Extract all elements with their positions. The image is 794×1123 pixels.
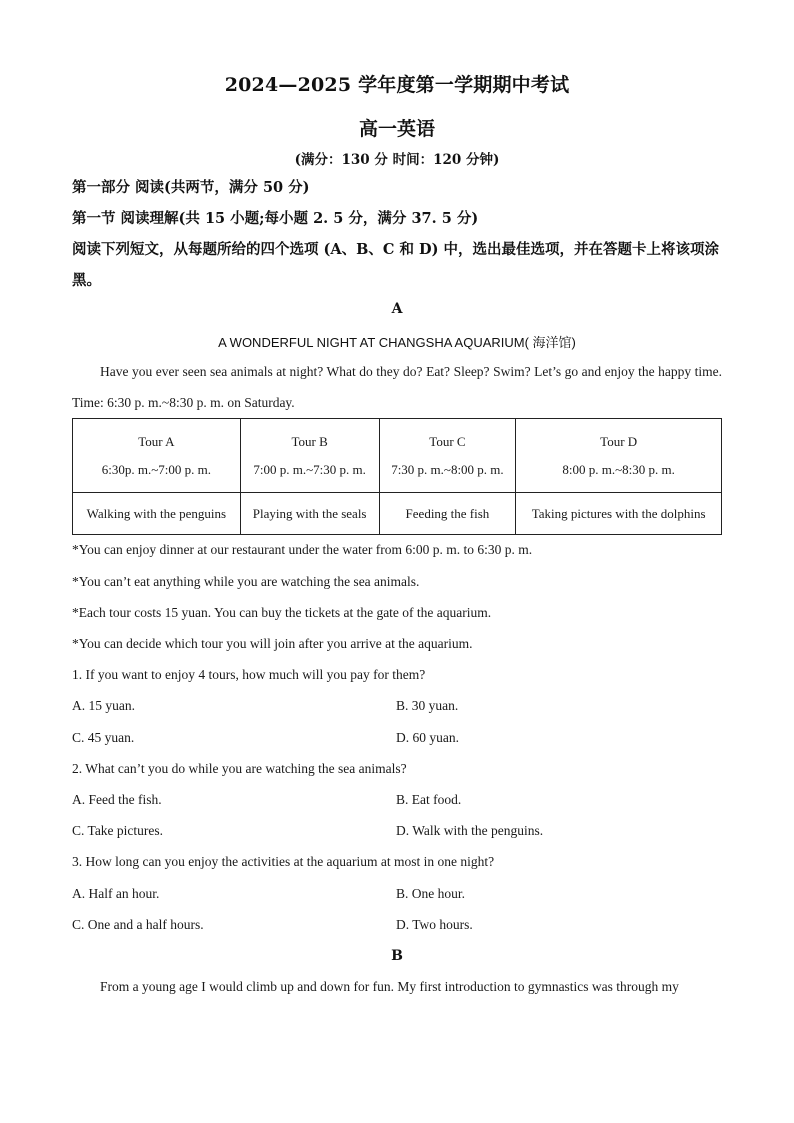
passage-b-letter: B [391, 948, 403, 964]
answer-option: C. 45 yuan. [72, 730, 135, 745]
tour-activity: Taking pictures with the dolphins [516, 493, 722, 535]
passage-b-text: From a young age I would climb up and down for fun. My first introduction to gymnastics was through my [100, 979, 679, 994]
instruction: 阅读下列短文，从每题所给的四个选项 (A、B、C 和 D) 中，选出最佳选项，并在答题卡上将该项涂黑。 [72, 241, 720, 289]
tour-time: 8:00 p. m.~8:30 p. m. [562, 461, 675, 477]
section-heading: 第一节 阅读理解(共 15 小题;每小题 2. 5 分，满分 37. 5 分) [72, 210, 479, 227]
tour-activity-row [73, 493, 722, 535]
tour-cell [73, 419, 241, 493]
tour-cell [516, 419, 722, 493]
answer-option: A. 15 yuan. [72, 698, 135, 713]
answer-option: B. Eat food. [396, 792, 462, 807]
answer-option: C. One and a half hours. [72, 917, 204, 932]
tour-header-row [73, 419, 722, 493]
tour-time: 7:00 p. m.~7:30 p. m. [253, 461, 366, 477]
note-item: *Each tour costs 15 yuan. You can buy the tickets at the gate of the aquarium. [72, 605, 492, 620]
answer-option: A. Half an hour. [72, 886, 160, 901]
tour-activity: Walking with the penguins [73, 493, 241, 535]
tour-activity: Feeding the fish [379, 493, 516, 535]
tour-name: Tour B [291, 433, 328, 449]
tour-table [72, 418, 722, 535]
passage-a-intro: Have you ever seen sea animals at night? What do they do? Eat? Sleep? Swim? Let’s go and enjoy the happy time. Time: 6:30 p. m.~8:30 p. m. on Saturday. [72, 364, 722, 410]
tour-activity: Playing with the seals [240, 493, 379, 535]
exam-note: (满分：130 分 时间：120 分钟) [294, 152, 500, 168]
question-stem: 2. What can’t you do while you are watching the sea animals? [72, 761, 407, 776]
answer-option: D. 60 yuan. [396, 730, 459, 745]
passage-a-letter: A [391, 301, 403, 317]
note-item: *You can’t eat anything while you are watching the sea animals. [72, 574, 420, 589]
answer-option: D. Two hours. [396, 917, 473, 932]
tour-time: 7:30 p. m.~8:00 p. m. [391, 461, 504, 477]
tour-name: Tour D [600, 433, 638, 449]
tour-cell [379, 419, 516, 493]
tour-cell [240, 419, 379, 493]
note-item: *You can enjoy dinner at our restaurant under the water from 6:00 p. m. to 6:30 p. m. [72, 542, 533, 557]
tour-name: Tour C [429, 433, 466, 449]
part-heading: 第一部分 阅读(共两节，满分 50 分) [72, 179, 310, 196]
tour-time: 6:30p. m.~7:00 p. m. [101, 461, 211, 477]
question-stem: 1. If you want to enjoy 4 tours, how much will you pay for them? [72, 667, 426, 682]
exam-title: 2024—2025 学年度第一学期期中考试 [224, 74, 570, 96]
answer-option: D. Walk with the penguins. [396, 823, 544, 838]
answer-option: A. Feed the fish. [72, 792, 162, 807]
passage-a-title: A WONDERFUL NIGHT AT CHANGSHA AQUARIUM( 海洋馆) [218, 335, 576, 350]
exam-subject: 高一英语 [358, 118, 435, 140]
answer-option: C. Take pictures. [72, 823, 164, 838]
note-item: *You can decide which tour you will join after you arrive at the aquarium. [72, 636, 473, 651]
answer-option: B. One hour. [396, 886, 465, 901]
question-stem: 3. How long can you enjoy the activities at the aquarium at most in one night? [72, 854, 495, 869]
tour-name: Tour A [138, 433, 175, 449]
answer-option: B. 30 yuan. [396, 698, 459, 713]
